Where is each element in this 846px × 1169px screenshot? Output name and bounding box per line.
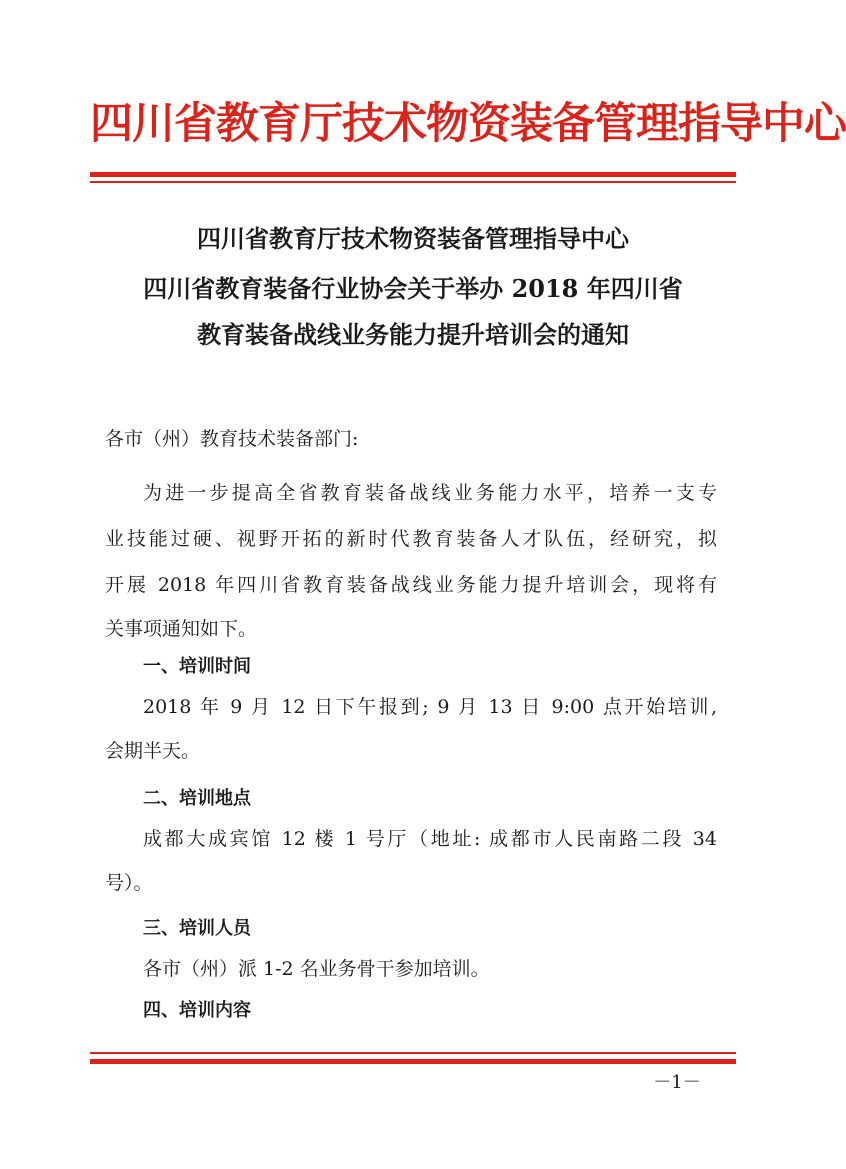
notice-title-line-1: 四川省教育厅技术物资装备管理指导中心 [197,224,629,253]
section-heading-attendees: 三、培训人员 [143,918,251,939]
footer-rule-thick [90,1059,736,1064]
letterhead-rule-thick [90,172,736,177]
section-text-line: 2018 年 9 月 12 日下午报到; 9 月 13 日 9:00 点开始培训, [143,696,717,718]
intro-line: 为进一步提高全省教育装备战线业务能力水平，培养一支专 [143,482,717,504]
section-text-line: 成都大成宾馆 12 楼 1 号厅（地址: 成都市人民南路二段 34 [143,828,717,850]
section-heading-location: 二、培训地点 [143,788,251,809]
intro-line: 关事项通知如下。 [105,618,258,640]
letterhead-title: 四川省教育厅技术物资装备管理指导中心 [90,99,846,149]
notice-title-line-2: 四川省教育装备行业协会关于举办 2018 年四川省 [143,274,683,303]
salutation: 各市（州）教育技术装备部门: [105,428,359,450]
section-heading-content: 四、培训内容 [143,1000,251,1021]
notice-title-line-3: 教育装备战线业务能力提升培训会的通知 [197,320,629,349]
section-text-line: 各市（州）派 1-2 名业务骨干参加培训。 [143,958,490,980]
section-text-line: 号）。 [105,872,153,894]
intro-line: 业技能过硬、视野开拓的新时代教育装备人才队伍，经研究，拟 [105,528,717,550]
page-number: －1－ [653,1072,701,1093]
section-heading-time: 一、培训时间 [143,656,251,677]
letterhead-rule-thin [90,181,736,183]
intro-line: 开展 2018 年四川省教育装备战线业务能力提升培训会，现将有 [105,574,717,596]
section-text-line: 会期半天。 [105,740,201,762]
footer-rule-thin [90,1052,736,1054]
